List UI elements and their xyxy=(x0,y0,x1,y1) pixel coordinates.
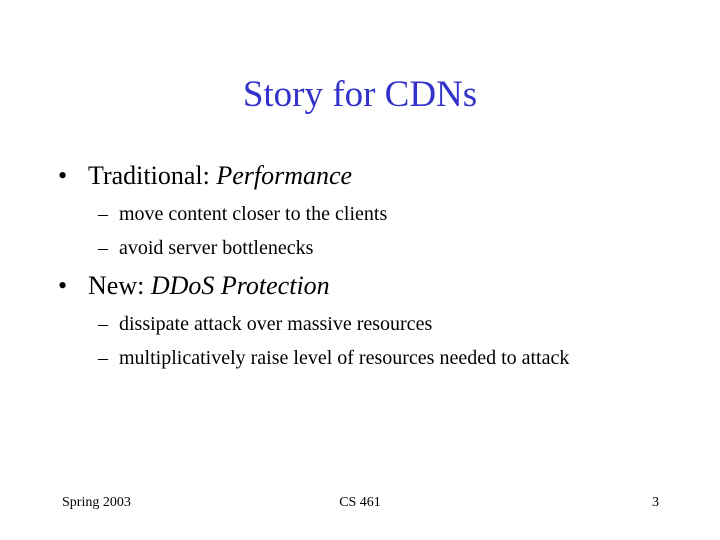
subitem-dissipate-attack xyxy=(98,311,432,337)
bullet-marker: • xyxy=(58,161,68,190)
subitem-marker: – xyxy=(98,347,108,369)
bullet-traditional xyxy=(58,160,352,192)
footer-date: Spring 2003 xyxy=(62,495,131,510)
bullet-new xyxy=(58,270,330,302)
bullet-marker: • xyxy=(58,271,68,300)
subitem-avoid-bottlenecks xyxy=(98,235,313,261)
bullet-emphasis: DDoS Protection xyxy=(150,271,330,300)
bullet-lead: New: xyxy=(88,271,151,300)
subitem-move-content xyxy=(98,201,387,227)
slide-title: Story for CDNs xyxy=(242,74,478,115)
footer-page-number: 3 xyxy=(652,495,659,510)
subitem-text: dissipate attack over massive resources xyxy=(119,313,433,335)
footer-course: CS 461 xyxy=(339,495,381,510)
subitem-text: move content closer to the clients xyxy=(119,203,388,225)
subitem-raise-resources xyxy=(98,345,569,371)
bullet-emphasis: Performance xyxy=(216,161,353,190)
subitem-marker: – xyxy=(98,237,108,259)
bullet-lead: Traditional: xyxy=(88,161,217,190)
subitem-text: avoid server bottlenecks xyxy=(119,237,314,259)
subitem-marker: – xyxy=(98,313,108,335)
subitem-text: multiplicatively raise level of resources needed to attack xyxy=(119,347,570,369)
subitem-marker: – xyxy=(98,203,108,225)
